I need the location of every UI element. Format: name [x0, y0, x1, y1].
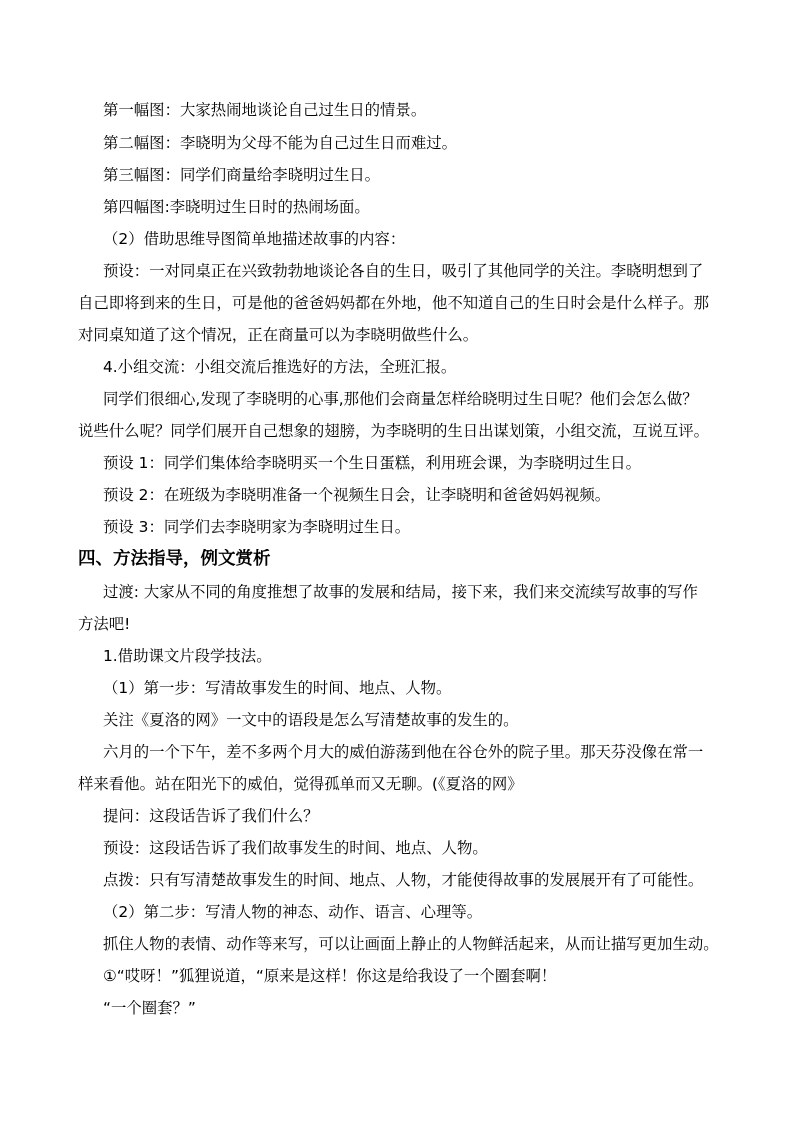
text-line: “一个圈套？” [103, 999, 196, 1017]
text-line: 4.小组交流：小组交流后推选好的方法，全班汇报。 [103, 358, 457, 376]
text-line: 第一幅图：大家热闹地谈论自己过生日的情景。 [103, 101, 427, 119]
text-line: 说些什么呢？同学们展开自己想象的翅膀，为李晓明的生日出谋划策，小组交流，互说互评。 [78, 422, 710, 440]
text-line: 方法吧! [78, 615, 131, 633]
text-line: 第二幅图：李晓明为父母不能为自己过生日而难过。 [103, 134, 457, 152]
section-heading: 四、方法指导，例文赏析 [78, 549, 271, 569]
text-line: 对同桌知道了这个情况，正在商量可以为李晓明做些什么。 [78, 326, 479, 344]
text-line: 抓住人物的表情、动作等来写，可以让画面上静止的人物鲜活起来，从而让描写更加生动。 [103, 935, 719, 953]
text-line: （1）第一步：写清故事发生的时间、地点、人物。 [103, 679, 452, 697]
text-line: 六月的一个下午，差不多两个月大的威伯游荡到他在谷仓外的院子里。那天芬没像在常一 [103, 743, 704, 761]
text-line: （2）第二步：写清人物的神态、动作、语言、心理等。 [103, 903, 483, 921]
text-line: 预设 2：在班级为李晓明准备一个视频生日会，让李晓明和爸爸妈妈视频。 [103, 486, 611, 504]
text-line: 第四幅图:李晓明过生日时的热闹场面。 [103, 198, 370, 216]
text-line: （2）借助思维导图简单地描述故事的内容： [103, 230, 406, 248]
text-line: 预设：一对同桌正在兴致勃勃地谈论各自的生日，吸引了其他同学的关注。李晓明想到了 [103, 262, 704, 280]
text-line: 同学们很细心,发现了李晓明的心事,那他们会商量怎样给晓明过生日呢？他们会怎么做？ [103, 390, 698, 408]
text-line: 预设 3：同学们去李晓明家为李晓明过生日。 [103, 518, 411, 536]
text-line: 自己即将到来的生日，可是他的爸爸妈妈都在外地，他不知道自己的生日时会是什么样子。那 [78, 294, 710, 312]
text-line: 关注《夏洛的网》一文中的语段是怎么写清楚故事的发生的。 [103, 711, 519, 729]
text-line: 1.借助课文片段学技法。 [103, 647, 272, 665]
text-line: 点拨：只有写清楚故事发生的时间、地点、人物，才能使得故事的发展展开有了可能性。 [103, 871, 704, 889]
text-line: 过渡: 大家从不同的角度推想了故事的发展和结局，接下来，我们来交流续写故事的写作 [103, 583, 698, 601]
text-line: 预设：这段话告诉了我们故事发生的时间、地点、人物。 [103, 839, 488, 857]
text-line: 预设 1：同学们集体给李晓明买一个生日蛋糕，利用班会课，为李晓明过生日。 [103, 454, 641, 472]
text-line: 提问：这段话告诉了我们什么？ [103, 807, 319, 825]
text-line: 第三幅图：同学们商量给李晓明过生日。 [103, 166, 381, 184]
text-line: ①“哎呀！”狐狸说道，“原来是这样！你这是给我设了一个圈套啊！ [103, 967, 557, 985]
text-line: 样来看他。站在阳光下的威伯，觉得孤单而又无聊。(《夏洛的网》 [78, 775, 523, 793]
